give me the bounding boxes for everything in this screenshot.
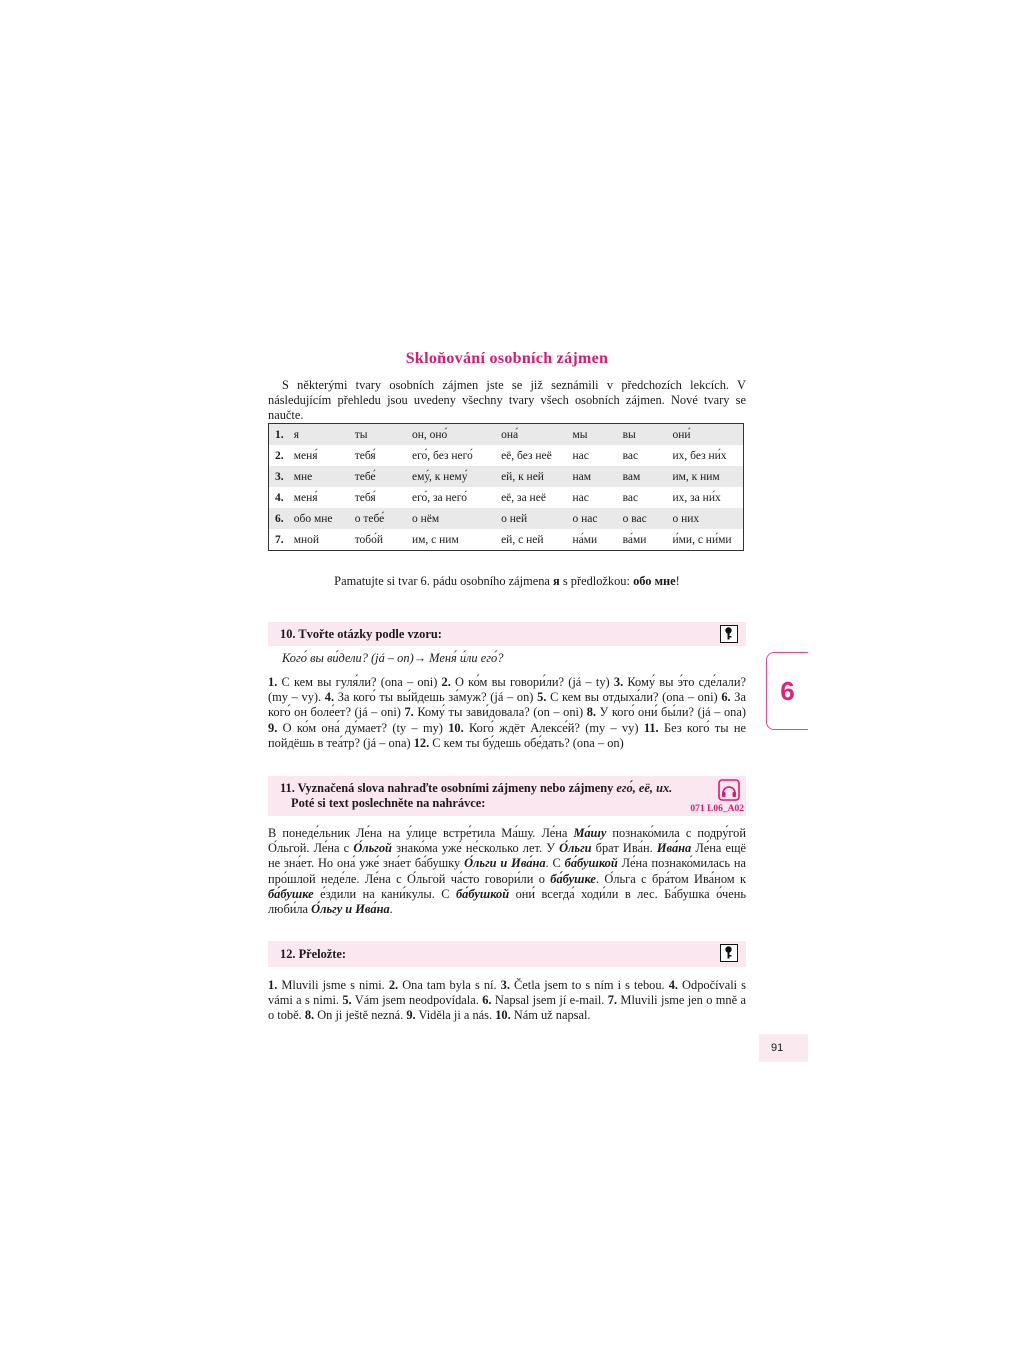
item-text: Nám už napsal. [510,1008,591,1023]
chapter-tab: 6 [766,652,808,730]
table-cell: ей, с ней [501,533,544,546]
table-cell: мы [567,424,617,446]
item-number: 5. [342,993,352,1008]
text-segment: . С [545,856,565,871]
table-cell: вас [622,491,639,504]
item-text: За кого́ ты вы́йдешь за́муж? (já – on) [334,690,538,705]
item-number: 6. [721,690,731,705]
table-cell: нам [567,466,617,487]
highlighted-word: О́льгой [353,841,392,856]
exercise-10-header [268,622,746,646]
highlighted-word: ба́бушке [550,871,596,886]
item-number: 4. [324,690,335,705]
item-text: Mluvili jsme s nimi. [277,978,389,992]
table-cell: тобо́й [354,533,384,546]
item-number: 1. [268,675,278,689]
item-text: С кем вы гуля́ли? (ona – oni) [277,675,442,689]
intro-text: S některými tvary osobních zájmen jste se již seznámili v předchozích lekcích. V následujícím přehledu jsou uvedeny všechny tvary všech osobních zájmen. Nové tvary se naučte. [268,378,746,423]
table-cell: о нас [567,508,617,529]
table-cell: о них [666,508,743,529]
audio-track-code: 071 L06_A02 [690,804,744,814]
item-text: Ona tam byla s ní. [398,978,501,992]
table-cell: мне [288,466,349,487]
key-icon [720,625,738,643]
table-cell: её, без неё [501,449,552,462]
text-segment: . О́льга с бра́том Ива́ном к [595,871,746,886]
text-segment: брат Ива́н. [591,841,657,856]
key-icon [720,944,738,962]
table-row [269,445,744,466]
note-word: я [553,574,560,588]
table-cell: им, к ним [666,466,743,487]
table-cell: о вас [617,508,667,529]
item-number: 7. [607,993,618,1008]
table-cell: нас [572,449,589,462]
table-cell: ты [349,424,406,446]
table-cell: их, без ни́х [672,449,727,462]
item-number: 5. [537,690,547,705]
item-number: 9. [406,1008,416,1023]
item-number: 11. [643,720,659,735]
case-number: 3. [269,466,288,487]
exercise-11-header [268,776,746,816]
table-cell: их, за ни́х [672,491,721,504]
text-segment: Ле́на ещё не зна́ет. Но она́ уже́ зна́ет ба́бушку [268,841,746,871]
table-cell: вы [617,424,667,446]
section-title: Skloňování osobních zájmen [405,350,609,367]
item-number: 2. [388,978,399,992]
table-row [269,487,744,508]
table-cell: и́ми, с ни́ми [672,533,732,546]
case-number: 1. [269,424,288,446]
item-number: 2. [441,675,451,689]
exercise-11-text [268,826,746,917]
table-cell: тебя́ [354,449,376,462]
table-cell: меня́ [293,491,318,504]
table-cell: нас [572,491,589,504]
highlighted-word: О́льгу и Ива́на [311,902,390,917]
table-row [269,466,744,487]
table-cell: им, с ним [411,533,459,546]
text-segment: В понеде́льник Ле́на на у́лице встре́тила Ма́шу. Ле́на [268,826,574,840]
item-text: У кого́ они́ бы́ли? (já – ona) [595,705,746,720]
item-number: 8. [304,1008,315,1023]
table-row [269,529,744,551]
table-cell: мной [293,533,320,546]
table-cell: меня́ [293,449,318,462]
item-number: 4. [668,978,678,992]
item-number: 3. [613,675,624,689]
exercise-12-header [268,941,746,967]
item-text: Vám jsem neodpovídala. [351,993,483,1008]
intro-paragraph [268,378,746,424]
item-number: 1. [268,978,278,992]
table-cell: тебе́ [349,466,406,487]
table-cell: он, оно́ [406,424,495,446]
table-cell: она́ [495,424,566,446]
reminder-note [268,574,746,589]
exercise-11-heading-line2: Poté si text poslechněte na nahrávce: [291,796,486,810]
item-text: За кого́ он боле́ет? (já – oni) [268,690,747,720]
case-number: 6. [269,508,288,529]
table-row [269,508,744,529]
text-segment: . [389,902,393,917]
table-cell: его́, за него́ [411,491,467,504]
table-row [269,424,744,446]
table-cell: о тебе́ [349,508,406,529]
text-segment: познако́мила с подру́гой О́льгой. Ле́на с [268,826,747,856]
exercise-12-items [268,978,746,1024]
item-number: 9. [268,720,278,735]
note-before: Pamatujte si tvar 6. pádu osobního zájmena [334,574,554,588]
item-text: О ко́м вы говори́ли? (já – ty) [450,675,614,689]
highlighted-word: Ма́шу [573,826,607,840]
item-text: О ко́м она́ ду́мает? (ty – my) [277,720,449,735]
table-cell: они́ [666,424,743,446]
item-text: С кем вы отдыха́ли? (ona – oni) [546,690,722,705]
item-text: Viděla ji a nás. [415,1008,496,1023]
item-text: С кем ты бу́дешь обе́дать? (ona – on) [429,735,624,750]
table-cell: ему́, к нему́ [406,466,495,487]
table-cell: о ней [495,508,566,529]
item-text: Кого́ ждёт Алексе́й? (my – vy) [463,720,644,735]
table-cell: ва́ми [622,533,647,546]
table-cell: тебя́ [354,491,376,504]
highlighted-word: Ива́на [656,841,692,856]
item-number: 10. [495,1008,511,1023]
item-text: Без кого́ ты не пойдёшь в теа́тр? (já – ona) [268,720,746,750]
item-text: Četla jsem to s ním i s tebou. [509,978,669,992]
exercise-10-example: Кого́ вы ви́дели? (já – on)→ Меня́ и́ли его́? [282,651,504,665]
table-cell: о нём [406,508,495,529]
table-cell: вас [622,449,639,462]
table-cell: я [288,424,349,446]
table-cell: на́ми [572,533,598,546]
item-text: Mluvili jsme jen o mně a o tobě. [268,993,746,1023]
table-cell: её, за неё [501,491,546,504]
highlighted-word: ба́бушкой [564,856,618,871]
case-number: 4. [275,491,284,504]
case-number: 7. [275,533,284,546]
text-segment: Ле́на познако́милась на про́шлой неде́ле. Ле́на с О́льгой ча́сто говори́ли о [268,856,746,886]
item-number: 3. [500,978,510,992]
audio-icon[interactable] [718,779,740,801]
page-number: 91 [759,1034,808,1062]
item-text: Кому́ вы э́то сде́лали? (my – vy). [268,675,746,705]
item-text: On ji ještě nezná. [314,1008,407,1023]
item-number: 8. [586,705,596,720]
item-text: Кому́ ты зави́довала? (on – oni) [413,705,587,720]
table-cell: его́, без него́ [411,449,473,462]
item-number: 7. [404,705,414,720]
note-phrase: обо мне [633,574,676,588]
text-segment: е́здили на кани́кулы. С [313,886,456,901]
heading-text: 11. Vyznačená slova nahraďte osobními zájmeny nebo zájmeny [280,781,617,795]
exercise-10-items [268,675,746,751]
table-cell: ей, к ней [495,466,566,487]
table-cell: обо мне [288,508,349,529]
pronoun-table [268,423,744,551]
exercise-10-heading: 10. Tvořte otázky podle vzoru: [280,627,442,641]
highlighted-word: О́льги [559,841,592,856]
item-text: Napsal jsem jí e-mail. [491,993,608,1008]
heading-pronouns: его́, её, их. [616,781,673,795]
highlighted-word: ба́бушкой [456,886,510,901]
case-number: 2. [275,449,284,462]
exercise-11-heading-line1 [280,781,746,796]
item-text: Odpočívali s vámi a s nimi. [268,978,746,1008]
table-cell: вам [617,466,667,487]
note-after: ! [675,574,680,588]
item-number: 10. [448,720,464,735]
item-number: 6. [482,993,492,1008]
exercise-12-heading: 12. Přeložte: [280,947,347,961]
highlighted-word: ба́бушке [268,886,314,901]
text-segment: знако́ма уже́ не́сколько лет. У [391,841,560,856]
text-segment: они́ всегда́ ходи́ли в лес. Ба́бушка о́чень люби́ла [268,886,746,917]
highlighted-word: О́льги и Ива́на [464,856,546,871]
note-middle: s předložkou: [559,574,634,588]
item-number: 12. [413,735,430,750]
